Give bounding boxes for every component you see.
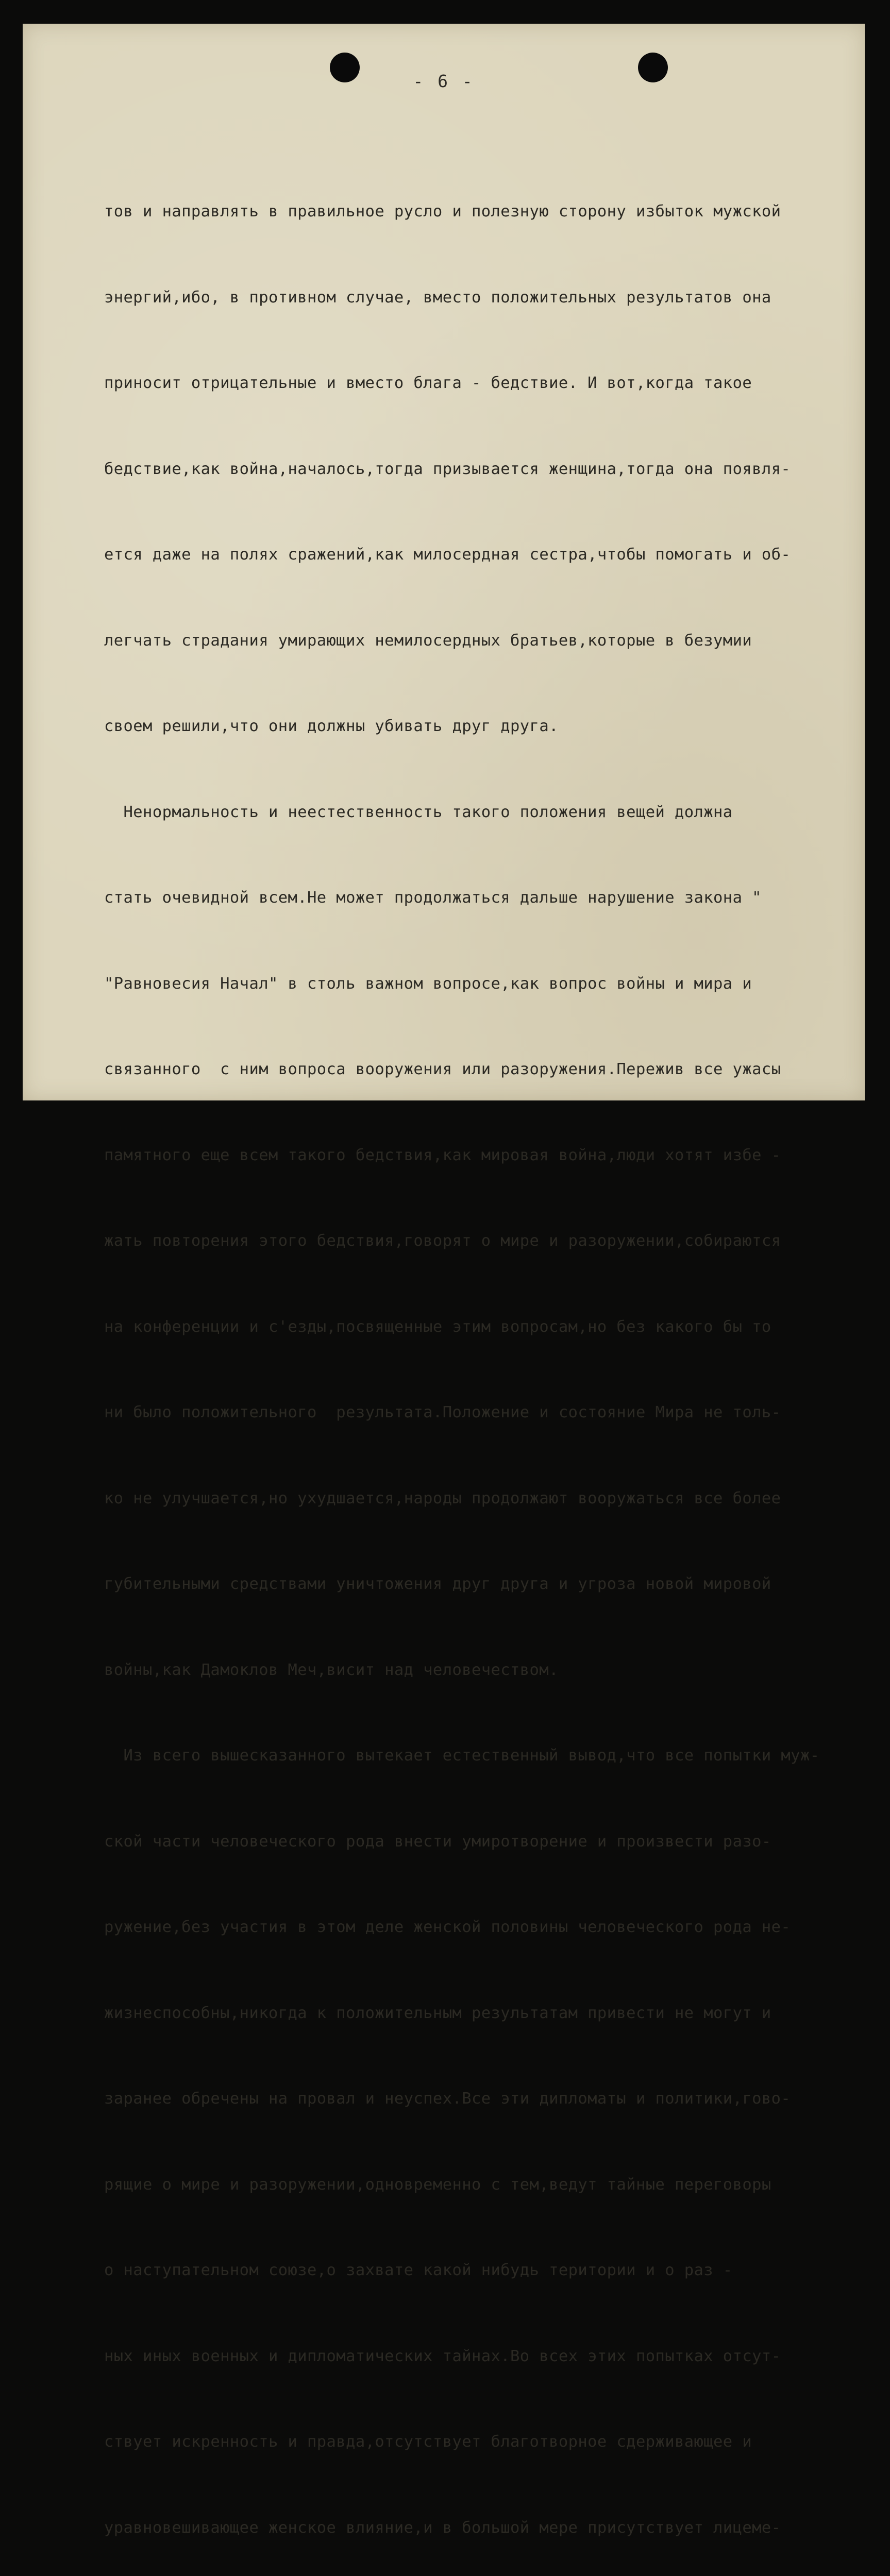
text-line: ется даже на полях сражений,как милосердная сестра,чтобы помогать и об- <box>104 546 791 564</box>
text-line: жизнеспособны,никогда к положительным результатам привести не могут и <box>104 2004 771 2022</box>
text-line: войны,как Дамоклов Меч,висит над человечеством. <box>104 1660 559 1679</box>
text-line: памятного еще всем такого бедствия,как мировая война,люди хотят избе - <box>104 1146 781 1164</box>
page-number: - 6 - <box>413 71 475 91</box>
text-line: ни было положительного результата.Положение и состояние Мира не толь- <box>104 1403 781 1421</box>
text-line: ствует искренность и правда,отсутствует благотворное сдерживающее и <box>104 2433 752 2451</box>
text-line: ных иных военных и дипломатических тайнах.Во всех этих попытках отсут- <box>104 2347 781 2365</box>
text-line: Ненормальность и неестественность такого положения вещей должна <box>104 803 733 821</box>
text-line: заранее обречены на провал и неуспех.Все эти дипломаты и политики,гово- <box>104 2090 791 2108</box>
text-line: тов и направлять в правильное русло и полезную сторону избыток мужской <box>104 202 781 221</box>
text-line: о наступательном союзе,о захвате какой нибудь територии и о раз - <box>104 2261 733 2279</box>
text-line: приносит отрицательные и вместо блага - бедствие. И вот,когда такое <box>104 374 752 392</box>
text-line: связанного с ним вопроса вооружения или разоружения.Пережив все ужасы <box>104 1060 781 1078</box>
text-line: жать повторения этого бедствия,говорят о мире и разоружении,собираются <box>104 1232 781 1250</box>
text-line: рящие о мире и разоружении,одновременно с тем,ведут тайные переговоры <box>104 2175 771 2194</box>
text-line: своем решили,что они должны убивать друг друга. <box>104 717 559 735</box>
text-line: ко не улучшается,но ухудшается,народы продолжают вооружаться все более <box>104 1489 781 1507</box>
document-page <box>23 24 865 2537</box>
text-line: ской части человеческого рода внести умиротворение и произвести разо- <box>104 1832 771 1851</box>
text-line: энергий,ибо, в противном случае, вместо положительных результатов она <box>104 288 771 307</box>
typewritten-text <box>104 140 857 2576</box>
text-line: губительными средствами уничтожения друг друга и угроза новой мировой <box>104 1575 771 1593</box>
text-line: Из всего вышесказанного вытекает естественный вывод,что все попытки муж- <box>104 1747 820 1765</box>
text-line: на конференции и с'езды,посвященные этим вопросам,но без какого бы то <box>104 1317 771 1336</box>
text-line: уравновешивающее женское влияние,и в большой мере присутствует лицеме- <box>104 2518 781 2537</box>
text-line: "Равновесия Начал" в столь важном вопросе,как вопрос войны и мира и <box>104 974 752 993</box>
text-line: бедствие,как война,началось,тогда призывается женщина,тогда она появля- <box>104 460 791 478</box>
text-line: ружение,без участия в этом деле женской половины человеческого рода не- <box>104 1918 791 1936</box>
text-line: стать очевидной всем.Не может продолжаться дальше нарушение закона " <box>104 889 762 907</box>
text-line: легчать страдания умирающих немилосердных братьев,которые в безумии <box>104 631 752 650</box>
